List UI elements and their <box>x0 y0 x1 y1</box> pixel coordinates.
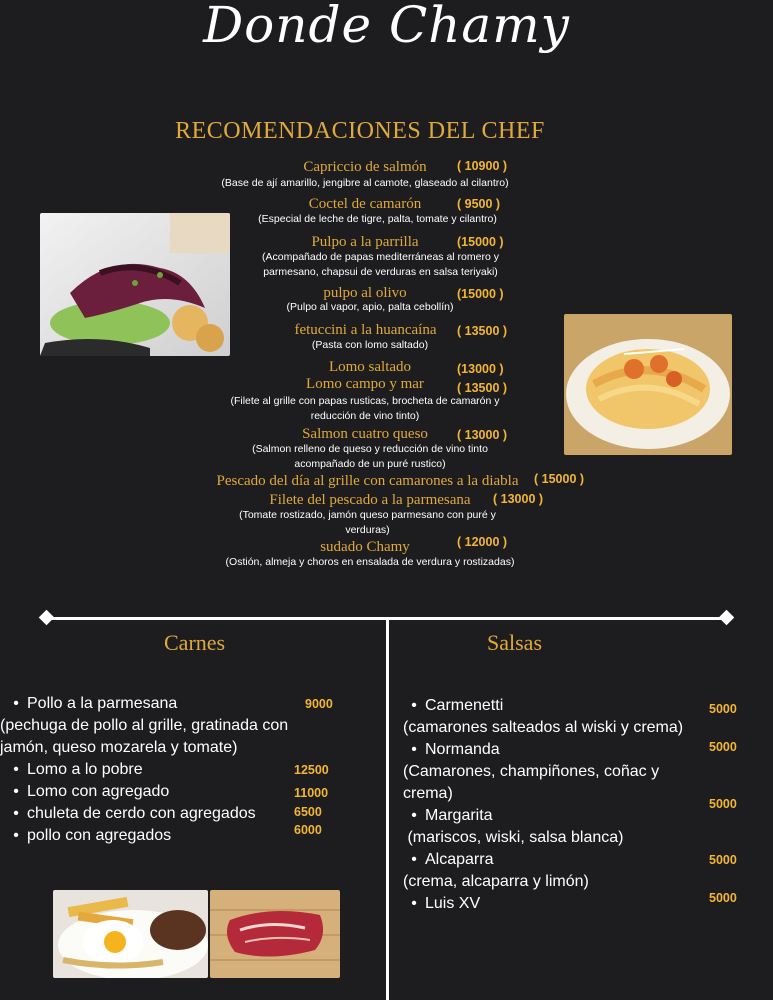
dish-price: (13000 ) <box>457 362 504 376</box>
dish-price: ( 13000 ) <box>493 492 544 506</box>
bullet-icon: • <box>13 827 19 844</box>
list-item <box>403 849 703 871</box>
bullet-icon: • <box>411 697 417 714</box>
item-price: 11000 <box>294 786 329 800</box>
dish-desc: (Tomate rostizado, jamón queso parmesano con puré y verduras) <box>239 509 496 536</box>
item-price: 5000 <box>709 702 737 716</box>
pasta-photo <box>564 314 732 455</box>
bullet-icon: • <box>411 741 417 758</box>
list-item <box>403 695 703 717</box>
item-name: Pollo a la parmesana <box>27 695 178 712</box>
item-name: Luis XV <box>425 895 481 912</box>
item-price: 5000 <box>709 853 737 867</box>
item-desc: (crema, alcaparra y limón) <box>403 873 589 890</box>
item-name: Carmenetti <box>425 697 504 714</box>
steak-photo <box>210 890 340 978</box>
bullet-icon: • <box>411 851 417 868</box>
dish-name: sudado Chamy <box>320 539 410 555</box>
item-desc: (mariscos, wiski, salsa blanca) <box>403 829 624 846</box>
dish-desc: (Base de ají amarillo, jengibre al camote, glaseado al cilantro) <box>221 177 509 189</box>
dish-price: ( 13500 ) <box>457 324 508 338</box>
dish-name: Pescado del día al grille con camarones a la diabla <box>216 473 519 489</box>
item-name: Normanda <box>425 741 500 758</box>
list-item <box>403 893 703 915</box>
restaurant-name: Donde Chamy <box>203 0 570 54</box>
dish-name: Capriccio de salmón <box>303 159 427 175</box>
list-item <box>403 805 703 827</box>
item-desc: (camarones salteados al wiski y crema) <box>403 719 684 736</box>
item-desc: (pechuga de pollo al grille, gratinada con jamón, queso mozarela y tomate) <box>0 717 289 756</box>
dish-price: ( 13000 ) <box>457 428 508 442</box>
dish-desc: (Ostión, almeja y choros en ensalada de verdura y rostizadas) <box>225 556 515 568</box>
dish-name: Lomo campo y mar <box>306 376 424 392</box>
chef-heading: RECOMENDACIONES DEL CHEF <box>175 118 545 144</box>
list-item <box>5 693 305 715</box>
diamond-right-icon <box>719 610 735 626</box>
item-name: Lomo con agregado <box>27 783 170 800</box>
dish-name: fetuccini a la huancaína <box>294 322 437 338</box>
list-item <box>5 781 305 803</box>
dish-desc: (Salmon relleno de queso y reducción de vino tinto acompañado de un puré rustico) <box>252 443 488 470</box>
dish-desc: (Pulpo al vapor, apio, palta cebollín) <box>286 301 454 313</box>
dish-price: ( 9500 ) <box>457 197 501 211</box>
vertical-divider <box>386 620 389 1000</box>
list-item <box>403 739 703 761</box>
dish-price: ( 15000 ) <box>534 472 585 486</box>
diamond-left-icon <box>39 610 55 626</box>
dish-price: ( 10900 ) <box>457 159 508 173</box>
item-price: 6000 <box>294 823 322 837</box>
bullet-icon: • <box>411 895 417 912</box>
item-desc: (Camarones, champiñones, coñac y crema) <box>403 763 660 802</box>
item-name: chuleta de cerdo con agregados <box>27 805 256 822</box>
item-price: 5000 <box>709 891 737 905</box>
item-price: 9000 <box>305 697 333 711</box>
dish-price: (15000 ) <box>457 287 504 301</box>
list-item <box>5 803 305 825</box>
list-item <box>5 825 305 847</box>
dish-price: (15000 ) <box>457 235 504 249</box>
octopus-photo <box>40 213 230 356</box>
dish-desc: (Acompañado de papas mediterráneas al romero y parmesano, chapsui de verduras en salsa teriyaki) <box>262 251 499 278</box>
bullet-icon: • <box>411 807 417 824</box>
item-name: pollo con agregados <box>27 827 172 844</box>
dish-name: Lomo saltado <box>328 359 412 375</box>
item-name: Alcaparra <box>425 851 494 868</box>
dish-name: Salmon cuatro queso <box>302 426 428 442</box>
dish-name: pulpo al olivo <box>323 285 407 301</box>
dish-desc: (Especial de leche de tigre, palta, tomate y cilantro) <box>258 213 497 225</box>
bullet-icon: • <box>13 805 19 822</box>
dish-price: ( 13500 ) <box>457 381 508 395</box>
dish-desc: (Pasta con lomo saltado) <box>311 339 429 351</box>
item-price: 5000 <box>709 740 737 754</box>
item-name: Margarita <box>425 807 493 824</box>
dish-price: ( 12000 ) <box>457 535 508 549</box>
dish-name: Filete del pescado a la parmesana <box>269 492 471 508</box>
carnes-title: Carnes <box>164 630 226 655</box>
bullet-icon: • <box>13 761 19 778</box>
item-price: 12500 <box>294 763 329 777</box>
salsas-list <box>403 695 703 915</box>
dish-name: Pulpo a la parrilla <box>311 234 419 250</box>
list-item <box>5 759 305 781</box>
bullet-icon: • <box>13 695 19 712</box>
lomo-pobre-photo <box>53 890 208 978</box>
item-name: Lomo a lo pobre <box>27 761 143 778</box>
salsas-title: Salsas <box>487 630 542 655</box>
item-price: 5000 <box>709 797 737 811</box>
item-price: 6500 <box>294 805 322 819</box>
bullet-icon: • <box>13 783 19 800</box>
dish-desc: (Filete al grille con papas rusticas, brocheta de camarón y reducción de vino tinto) <box>230 395 500 422</box>
dish-name: Coctel de camarón <box>308 196 422 212</box>
carnes-list <box>0 693 305 847</box>
